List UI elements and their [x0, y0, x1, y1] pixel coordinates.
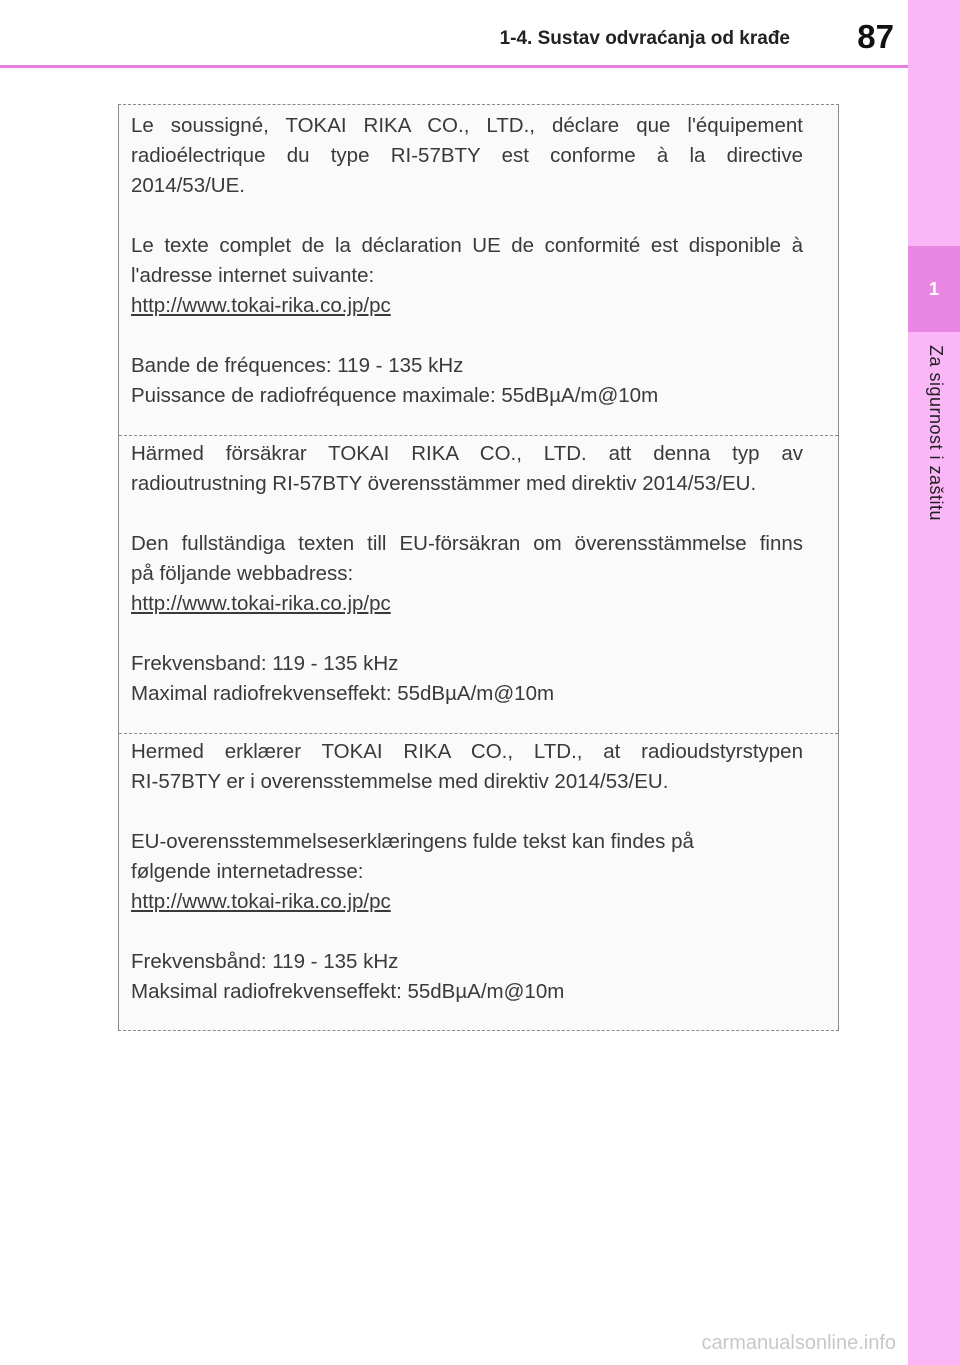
chapter-side-strip	[908, 0, 960, 1365]
section-divider	[119, 435, 838, 436]
declaration-line: Hermed erklærer TOKAI RIKA CO., LTD., at radioudstyrstypen	[131, 740, 803, 763]
full-text-line: følgende internetadresse:	[131, 860, 364, 883]
declaration-line: Le soussigné, TOKAI RIKA CO., LTD., déclare que l'équipement	[131, 114, 803, 137]
declaration-url-link[interactable]: http://www.tokai-rika.co.jp/pc	[131, 294, 391, 317]
declaration-section-swedish	[131, 439, 803, 709]
declaration-url-link[interactable]: http://www.tokai-rika.co.jp/pc	[131, 890, 391, 913]
frequency-band: Frekvensband: 119 - 135 kHz	[131, 652, 399, 675]
declaration-section-french	[131, 111, 803, 411]
max-power: Maximal radiofrekvenseffekt: 55dBµA/m@10m	[131, 682, 555, 705]
page-number: 87	[857, 18, 894, 55]
max-power: Puissance de radiofréquence maximale: 55dBµA/m@10m	[131, 384, 659, 407]
chapter-title: Za sigurnost i zaštitu	[926, 345, 946, 522]
declaration-section-danish	[131, 737, 803, 1007]
frequency-band: Frekvensbånd: 119 - 135 kHz	[131, 950, 399, 973]
section-title: 1-4. Sustav odvraćanja od krađe	[499, 28, 790, 49]
declaration-line: RI-57BTY er i overensstemmelse med direktiv 2014/53/EU.	[131, 770, 669, 793]
section-divider	[119, 733, 838, 734]
frequency-band: Bande de fréquences: 119 - 135 kHz	[131, 354, 464, 377]
declaration-url-link[interactable]: http://www.tokai-rika.co.jp/pc	[131, 592, 391, 615]
full-text-line: Den fullständiga texten till EU-försäkran om överensstämmelse finns	[131, 532, 803, 555]
page-header	[0, 0, 908, 68]
declaration-box	[118, 104, 839, 1031]
full-text-line: Le texte complet de la déclaration UE de conformité est disponible à	[131, 234, 803, 257]
declaration-line: 2014/53/UE.	[131, 174, 245, 197]
declaration-line: radioélectrique du type RI-57BTY est conforme à la directive	[131, 144, 803, 167]
full-text-line: på följande webbadress:	[131, 562, 354, 585]
watermark: carmanualsonline.info	[701, 1332, 896, 1354]
max-power: Maksimal radiofrekvenseffekt: 55dBµA/m@10m	[131, 980, 565, 1003]
full-text-line: l'adresse internet suivante:	[131, 264, 375, 287]
declaration-line: Härmed försäkrar TOKAI RIKA CO., LTD. att denna typ av	[131, 442, 803, 465]
declaration-line: radioutrustning RI-57BTY överensstämmer med direktiv 2014/53/EU.	[131, 472, 757, 495]
chapter-number-tab[interactable]: 1	[908, 246, 960, 332]
full-text-line: EU-overensstemmelseserklæringens fulde tekst kan findes på	[131, 830, 694, 853]
